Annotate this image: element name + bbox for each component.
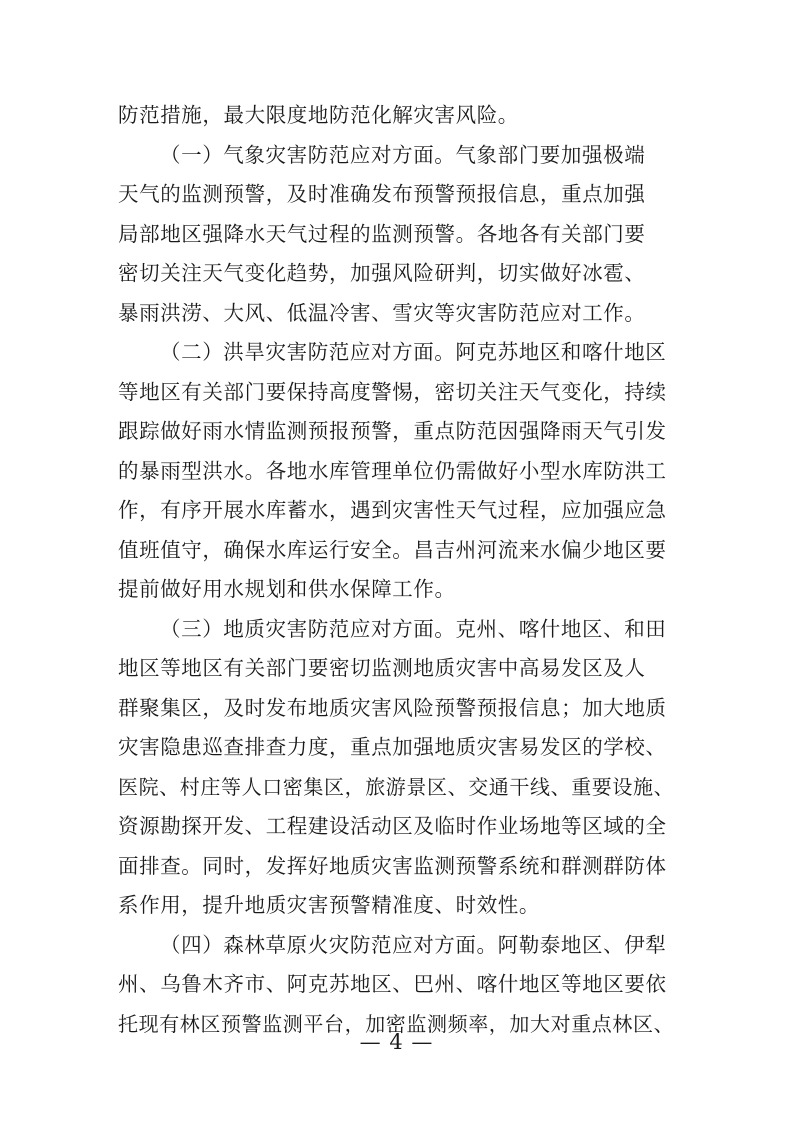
text-line: 提前做好用水规划和供水保障工作。 <box>118 577 456 601</box>
text-line: 州、乌鲁木齐市、阿克苏地区、巴州、喀什地区等地区要依 <box>118 972 667 996</box>
text-line: 跟踪做好雨水情监测预报预警，重点防范因强降雨天气引发 <box>118 419 667 443</box>
text-line: 地区等地区有关部门要密切监测地质灾害中高易发区及人 <box>118 656 646 680</box>
text-line: 灾害隐患巡查排查力度，重点加强地质灾害易发区的学校、 <box>118 735 667 759</box>
section-heading-line: （一）气象灾害防范应对方面。气象部门要加强极端 <box>160 142 646 167</box>
section-heading-line: （二）洪旱灾害防范应对方面。阿克苏地区和喀什地区 <box>160 340 667 364</box>
text-line: 等地区有关部门要保持高度警惕，密切关注天气变化，持续 <box>118 379 667 404</box>
text-line: 的暴雨型洪水。各地水库管理单位仍需做好小型水库防洪工 <box>118 458 667 483</box>
text-line: 密切关注天气变化趋势，加强风险研判，切实做好冰雹、 <box>118 261 646 285</box>
text-line: 天气的监测预警，及时准确发布预警预报信息，重点加强 <box>118 182 646 206</box>
section-heading-line: （三）地质灾害防范应对方面。克州、喀什地区、和田 <box>160 616 667 641</box>
text-line: 系作用，提升地质灾害预警精准度、时效性。 <box>118 893 540 917</box>
section-heading-line: （四）森林草原火灾防范应对方面。阿勒泰地区、伊犁 <box>160 932 667 957</box>
text-line: 暴雨洪涝、大风、低温冷害、雪灾等灾害防范应对工作。 <box>118 300 646 325</box>
text-line: 群聚集区，及时发布地质灾害风险预警预报信息；加大地质 <box>118 695 667 720</box>
page-number: — 4 — <box>359 1030 434 1054</box>
text-line: 面排查。同时，发挥好地质灾害监测预警系统和群测群防体 <box>118 853 667 878</box>
text-line: 医院、村庄等人口密集区，旅游景区、交通干线、重要设施、 <box>118 774 675 799</box>
text-line: 托现有林区预警监测平台，加密监测频率，加大对重点林区、 <box>118 1011 675 1036</box>
text-line: 局部地区强降水天气过程的监测预警。各地各有关部门要 <box>118 221 646 246</box>
text-line: 作，有序开展水库蓄水，遇到灾害性天气过程，应加强应急 <box>118 498 667 522</box>
text-line: 资源勘探开发、工程建设活动区及临时作业场地等区域的全 <box>118 814 667 838</box>
text-line: 值班值守，确保水库运行安全。昌吉州河流来水偏少地区要 <box>118 537 667 562</box>
text-line: 防范措施，最大限度地防范化解灾害风险。 <box>118 103 519 127</box>
